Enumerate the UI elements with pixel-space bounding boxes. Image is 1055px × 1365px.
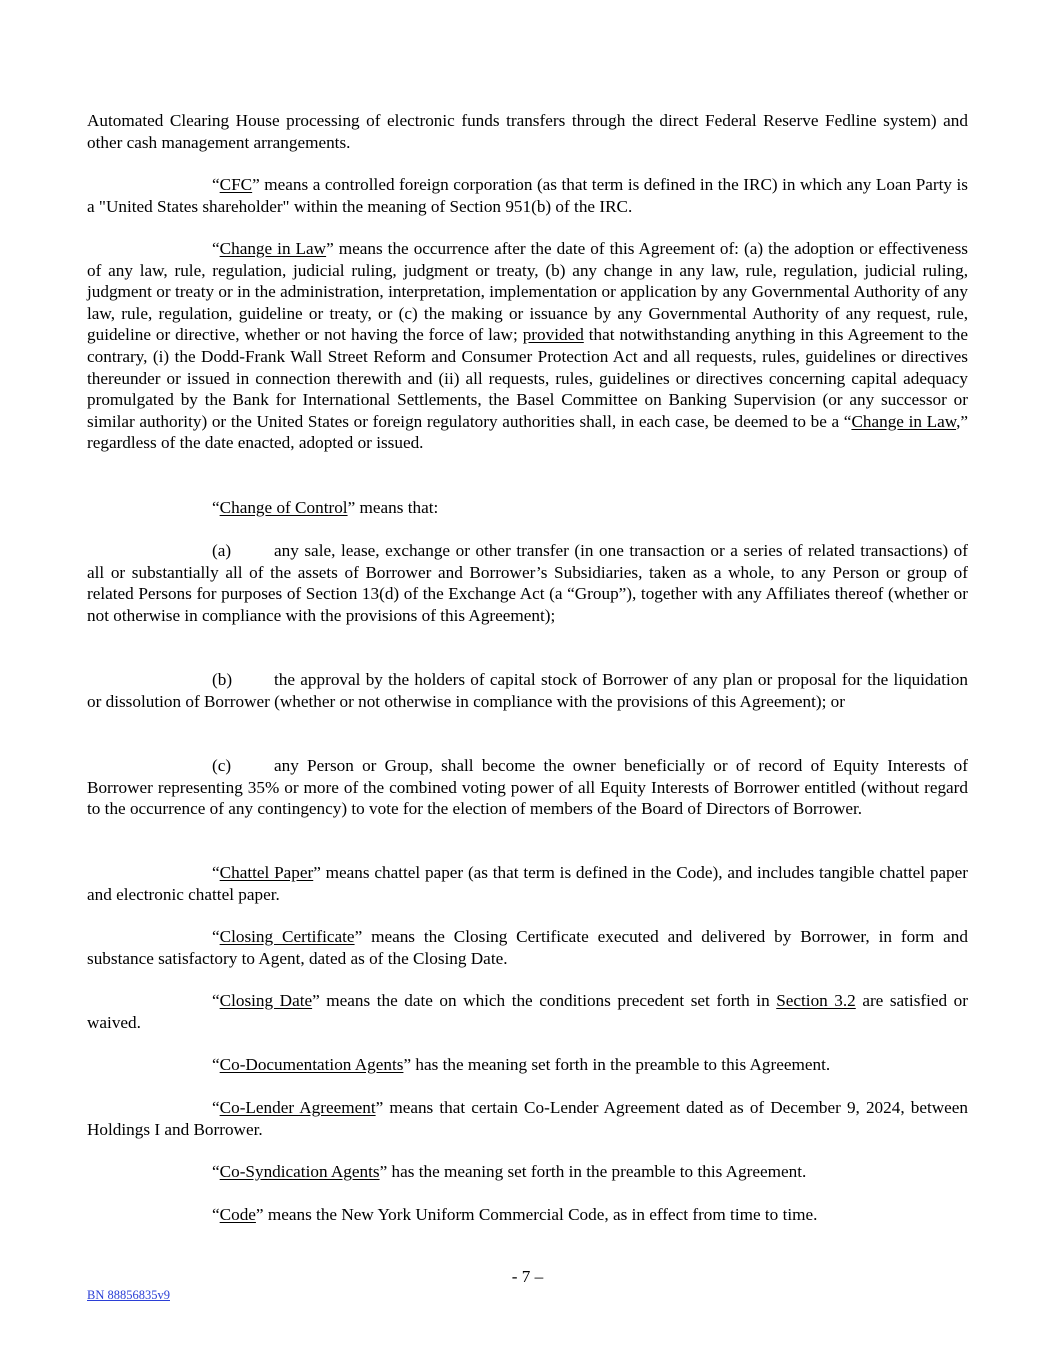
definition-change-in-law [87,238,968,454]
open-quote: “ [212,1205,220,1224]
clause-number: (a) [212,541,232,560]
provided-term: provided [522,325,584,345]
open-quote: “ [212,1162,220,1181]
defined-term: Change in Law [219,239,327,258]
open-quote: “ [212,239,220,258]
definition-closing-certificate [87,926,968,969]
open-quote: “ [212,927,220,946]
defined-term: Chattel Paper [219,863,314,882]
definition-change-of-control [87,497,968,519]
defined-term: Change of Control [219,498,348,517]
section-reference: Section 3.2 [776,991,856,1010]
definition-text: ,” regardless of the date enacted, adopted or issued. [87,411,968,453]
page-number: - 7 – [511,1267,544,1286]
definition-text: ” has the meaning set forth in the preamble to this Agreement. [379,1162,807,1181]
clause-a [87,540,968,626]
defined-term: Change in Law [851,411,957,431]
document-id-link[interactable]: BN 88856835v9 [87,1288,170,1302]
definition-cfc [87,174,968,217]
definition-co-lender-agreement [87,1097,968,1140]
definition-text: ” means the Closing Certificate executed and delivered by Borrower, in form and substance satisfactory to Agent, dated as of the Closing Date. [87,927,968,968]
definition-co-documentation-agents [87,1054,968,1076]
definition-text: ” means chattel paper (as that term is defined in the Code), and includes tangible chattel paper and electronic chattel paper. [87,863,968,904]
definition-code [87,1204,968,1226]
open-quote: “ [212,498,220,517]
defined-term: Co-Documentation Agents [219,1055,404,1074]
open-quote: “ [212,991,220,1010]
open-quote: “ [212,863,220,882]
defined-term: CFC [219,175,253,194]
defined-term: Closing Date [219,991,313,1010]
defined-term: Co-Syndication Agents [219,1162,380,1181]
clause-text: any sale, lease, exchange or other transfer (in one transaction or a series of related transactions) of all or substantially all of the assets of Borrower and Borrower’s Subsidiaries, taken as a whole, to any Person or group of related Persons for purposes of Section 13(d) of the Exchange Act (a “Group”), together with any Affiliates thereof (whether or not otherwise in compliance with the provisions of this Agreement); [87,541,968,625]
open-quote: “ [212,1098,220,1117]
defined-term: Co-Lender Agreement [219,1098,376,1117]
definition-text: ” has the meaning set forth in the preamble to this Agreement. [403,1055,831,1074]
definition-text: ” means the occurrence after the date of this Agreement of: (a) the adoption or effectiveness of any law, rule, regulation, judicial ruling, judgment or treaty, (b) any change in any law, rule, regulation, judicial ruling, judgment or treaty or in the administration, interpretation, implementation or application by any Governmental Authority of any law, rule, regulation, guideline or treaty, or (c) the making or issuance by any Governmental Authority of any request, rule, guideline or directive, whether or not having the force of law; [87,239,968,345]
defined-term: Code [219,1205,256,1224]
definition-text: that notwithstanding anything in this Agreement to the contrary, (i) the Dodd-Frank Wall Street Reform and Consumer Protection Act and all requests, rules, guidelines or directives thereunder or issued in connection therewith and (ii) all requests, rules, guidelines or directives concerning capital adequacy promulgated by the Bank for International Settlements, the Basel Committee on Banking Supervision (or any successor or similar authority) or the United States or foreign regulatory authorities shall, in each case, be deemed to be a “ [87,325,968,431]
paragraph-continuation: Automated Clearing House processing of electronic funds transfers through the direct Federal Reserve Fedline system) and other cash management arrangements. [87,111,968,152]
clause-number: (b) [212,670,233,689]
definition-co-syndication-agents [87,1161,968,1183]
definition-text: ” means that: [347,498,439,517]
clause-text: the approval by the holders of capital stock of Borrower of any plan or proposal for the liquidation or dissolution of Borrower (whether or not otherwise in compliance with the provisions of this Agreement); or [87,670,968,711]
open-quote: “ [212,175,220,194]
defined-term: Closing Certificate [219,927,355,946]
clause-c [87,755,968,820]
open-quote: “ [212,1055,220,1074]
clause-b [87,669,968,712]
definition-text: ” means that certain Co-Lender Agreement dated as of December 9, 2024, between Holdings I and Borrower. [87,1098,968,1139]
definition-text: ” means the date on which the conditions precedent set forth in [312,991,777,1010]
definition-chattel-paper [87,862,968,905]
definition-text: ” means the New York Uniform Commercial Code, as in effect from time to time. [255,1205,818,1224]
clause-text: any Person or Group, shall become the owner beneficially or of record of Equity Interests of Borrower representing 35% or more of the combined voting power of all Equity Interests of Borrower entitled (without regard to the occurrence of any contingency) to vote for the election of members of the Board of Directors of Borrower. [87,756,968,819]
definition-text: ” means a controlled foreign corporation (as that term is defined in the IRC) in which any Loan Party is a "United States shareholder" within the meaning of Section 951(b) of the IRC. [87,175,968,216]
definition-closing-date [87,990,968,1033]
clause-number: (c) [212,756,232,775]
definition-text: are satisfied or waived. [87,991,968,1032]
